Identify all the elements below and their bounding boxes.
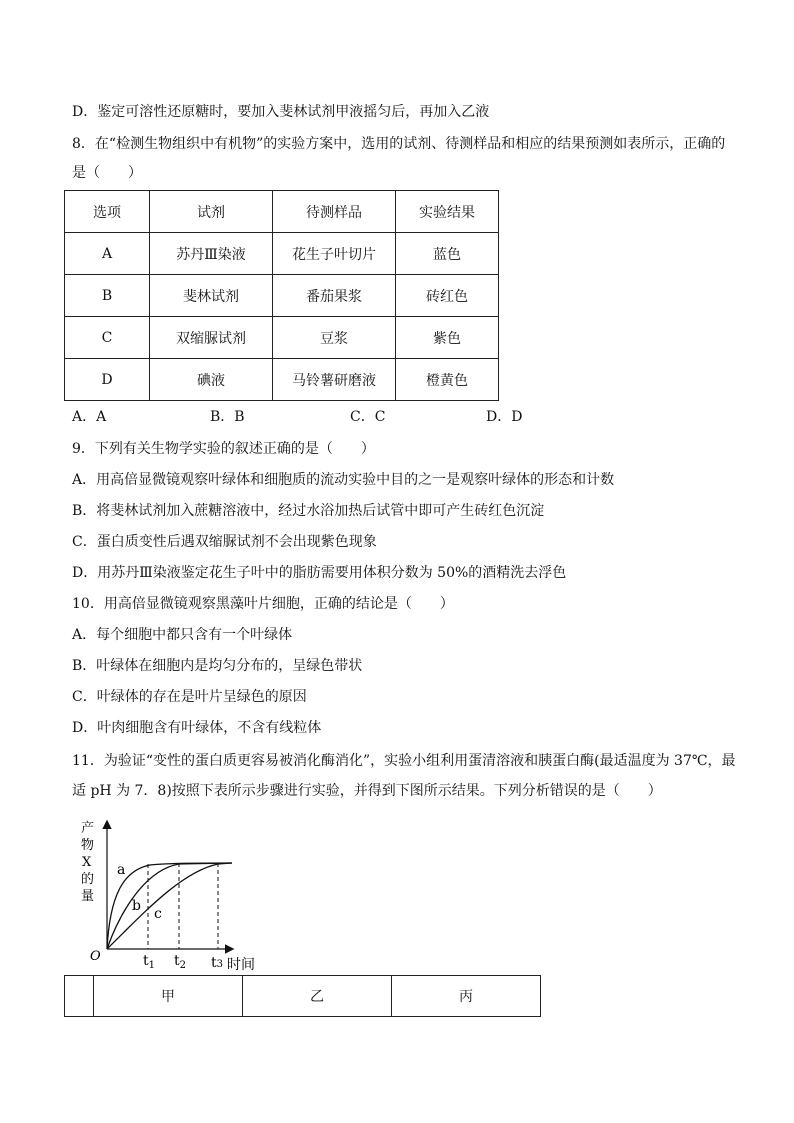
q8-options [72, 407, 672, 427]
q9-option-c[interactable]: C．蛋白质变性后遇双缩脲试剂不会出现紫色现象 [72, 534, 377, 550]
header-cell: 乙 [243, 976, 392, 1017]
header-cell: 实验结果 [396, 191, 499, 233]
table-cell: 马铃薯研磨液 [273, 359, 396, 401]
q11-stem-line2: 适 pH 为 7．8)按照下表所示步骤进行实验，并得到下图所示结果。下列分析错误的是（ ） [72, 783, 662, 799]
q10-option-b[interactable]: B．叶绿体在细胞内是均匀分布的，呈绿色带状 [72, 658, 363, 674]
table-cell: 花生子叶切片 [273, 233, 396, 275]
q10-option-a[interactable]: A．每个细胞中都只含有一个叶绿体 [72, 627, 293, 643]
table-row [65, 359, 499, 401]
table-cell: 苏丹Ⅲ染液 [150, 233, 273, 275]
y-axis-label-char: X [82, 855, 92, 870]
x-axis-label: 时间 [227, 957, 255, 972]
q8-stem-line1: 8．在“检测生物组织中有机物”的实验方案中，选用的试剂、待测样品和相应的结果预测如表所示，正确的 [72, 136, 726, 152]
q7-option-d: D．鉴定可溶性还原糖时，要加入斐林试剂甲液摇匀后，再加入乙液 [72, 104, 490, 120]
q9-option-d[interactable]: D．用苏丹Ⅲ染液鉴定花生子叶中的脂肪需要用体积分数为 50%的酒精洗去浮色 [72, 565, 567, 581]
tick-t1: $t_1$ [143, 953, 156, 971]
header-cell [65, 976, 94, 1017]
q8-option-d[interactable]: D．D [486, 409, 523, 425]
y-axis-label-char: 产 [81, 821, 95, 836]
q8-option-c[interactable]: C．C [350, 409, 386, 425]
table-cell: A [65, 233, 150, 275]
q9-option-a[interactable]: A．用高倍显微镜观察叶绿体和细胞质的流动实验中目的之一是观察叶绿体的形态和计数 [72, 472, 615, 488]
table-row [65, 233, 499, 275]
curve-c-label: c [154, 906, 162, 922]
table-cell: C [65, 317, 150, 359]
table-header-row [65, 191, 499, 233]
table-cell: 斐林试剂 [150, 275, 273, 317]
q9-stem: 9．下列有关生物学实验的叙述正确的是（ ） [72, 441, 375, 457]
table-cell: 碘液 [150, 359, 273, 401]
q8-option-b[interactable]: B．B [210, 409, 245, 425]
q10-stem: 10．用高倍显微镜观察黑藻叶片细胞，正确的结论是（ ） [72, 596, 454, 612]
table-cell: 番茄果浆 [273, 275, 396, 317]
curve-b-label: b [132, 898, 141, 914]
q11-table [64, 975, 541, 1017]
q8-stem-line2: 是（ ） [72, 165, 142, 181]
table-row [65, 275, 499, 317]
q9-option-b[interactable]: B．将斐林试剂加入蔗糖溶液中，经过水浴加热后试管中即可产生砖红色沉淀 [72, 503, 545, 519]
curve-b [107, 863, 232, 949]
table-header-row [65, 976, 541, 1017]
q10-option-d[interactable]: D．叶肉细胞含有叶绿体，不含有线粒体 [72, 720, 322, 736]
table-cell: 紫色 [396, 317, 499, 359]
tick-t2: $t_2$ [174, 953, 187, 971]
q10-option-c[interactable]: C．叶绿体的存在是叶片呈绿色的原因 [72, 689, 307, 705]
tick-t3: t3 [211, 955, 224, 971]
table-cell: D [65, 359, 150, 401]
table-row [65, 317, 499, 359]
header-cell: 待测样品 [273, 191, 396, 233]
y-axis-label-char: 物 [81, 838, 95, 853]
curve-a [107, 863, 232, 949]
table-cell: 橙黄色 [396, 359, 499, 401]
q8-table [64, 190, 499, 401]
table-cell: B [65, 275, 150, 317]
product-time-graph [70, 812, 270, 972]
curve-c [107, 863, 232, 949]
y-axis-label-char: 的 [81, 872, 95, 887]
header-cell: 丙 [392, 976, 541, 1017]
origin-label: O [90, 949, 101, 964]
header-cell: 试剂 [150, 191, 273, 233]
y-axis-label-char: 量 [81, 889, 95, 904]
q8-option-a[interactable]: A．A [72, 409, 107, 425]
q11-stem-line1: 11．为验证“变性的蛋白质更容易被消化酶消化”，实验小组利用蛋清溶液和胰蛋白酶(最适温度为 37℃，最 [72, 753, 736, 769]
table-cell: 双缩脲试剂 [150, 317, 273, 359]
curve-a-label: a [117, 862, 126, 878]
table-cell: 豆浆 [273, 317, 396, 359]
table-cell: 蓝色 [396, 233, 499, 275]
header-cell: 选项 [65, 191, 150, 233]
table-cell: 砖红色 [396, 275, 499, 317]
header-cell: 甲 [94, 976, 243, 1017]
